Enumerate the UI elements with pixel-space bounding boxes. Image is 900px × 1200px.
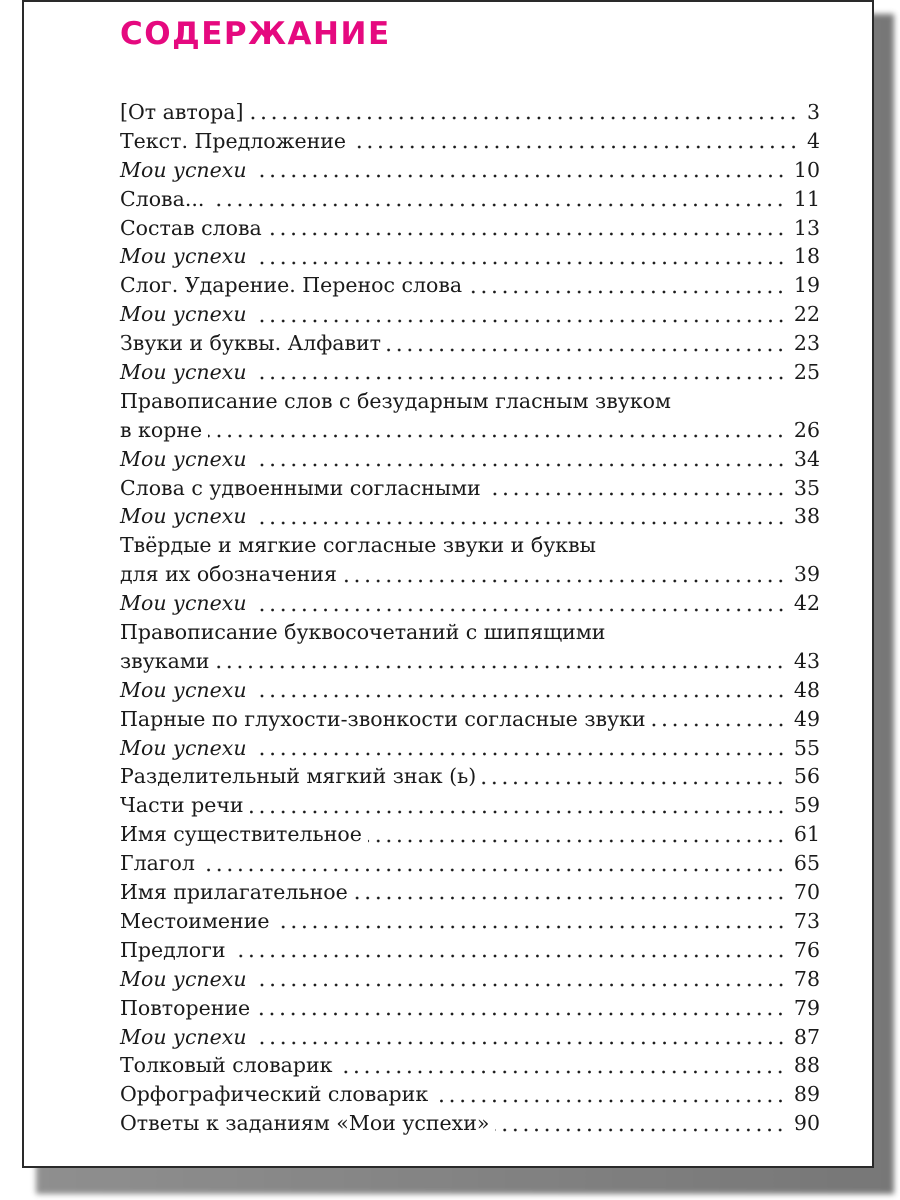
toc-entry-title: Мои успехи: [120, 360, 247, 385]
toc-entry-line: [120, 560, 820, 589]
toc-entry-title: Слова...: [120, 186, 205, 211]
dot-leader: [276, 925, 786, 929]
toc-entry-title: Местоимение: [120, 908, 270, 933]
toc-page-number: 65: [793, 851, 820, 876]
dot-leader: [253, 694, 786, 698]
dot-leader: [268, 232, 786, 236]
toc-entry-title: Мои успехи: [120, 157, 247, 182]
toc-entry-line: [120, 214, 820, 243]
dot-leader: [482, 781, 786, 785]
toc-entry-title: для их обозначения: [120, 562, 337, 587]
toc-entry-line: [120, 300, 820, 329]
dot-leader: [468, 290, 786, 294]
toc-entry-line: [120, 1023, 820, 1052]
toc-entry[interactable]: [120, 762, 820, 791]
toc-entry-line: [120, 936, 820, 965]
dot-leader: [253, 608, 786, 612]
toc-entry-line: [120, 820, 820, 849]
toc-entry[interactable]: [120, 705, 820, 734]
toc-entry-title: Звуки и буквы. Алфавит: [120, 331, 382, 356]
toc-entry[interactable]: [120, 589, 820, 618]
toc-entry[interactable]: [120, 474, 820, 503]
toc-entry-title: Мои успехи: [120, 244, 247, 269]
toc-page-number: 76: [793, 937, 820, 962]
toc-entry-line: [120, 1109, 820, 1138]
dot-leader: [495, 1128, 785, 1132]
toc-entry-line: [120, 156, 820, 185]
dot-leader: [210, 203, 786, 207]
toc-entry-line: [120, 589, 820, 618]
dot-leader: [352, 145, 799, 149]
dot-leader: [652, 723, 786, 727]
toc-entry-line: [120, 1080, 820, 1109]
toc-page-number: 38: [793, 504, 820, 529]
toc-entry[interactable]: [120, 734, 820, 763]
dot-leader: [253, 174, 786, 178]
toc-entry[interactable]: [120, 214, 820, 243]
toc-page-number: 13: [793, 215, 820, 240]
dot-leader: [487, 492, 786, 496]
toc-page-number: 23: [793, 331, 820, 356]
toc-entry[interactable]: [120, 878, 820, 907]
toc-entry[interactable]: [120, 98, 820, 127]
toc-entry[interactable]: [120, 271, 820, 300]
toc-entry[interactable]: [120, 1080, 820, 1109]
toc-entry[interactable]: [120, 849, 820, 878]
toc-entry[interactable]: [120, 502, 820, 531]
toc-entry-title: Состав слова: [120, 215, 262, 240]
toc-entry[interactable]: [120, 185, 820, 214]
toc-entry-title: Правописание слов с безударным гласным звуком: [120, 388, 671, 413]
toc-page-number: 34: [793, 446, 820, 471]
dot-leader: [338, 1070, 785, 1074]
dot-leader: [249, 116, 799, 120]
toc-entry[interactable]: [120, 1023, 820, 1052]
dot-leader: [343, 579, 786, 583]
toc-page-number: 79: [793, 995, 820, 1020]
toc-page-number: 73: [793, 908, 820, 933]
toc-entry-line: [120, 242, 820, 271]
dot-leader: [253, 752, 786, 756]
dot-leader: [250, 810, 786, 814]
toc-page-number: 26: [793, 417, 820, 442]
toc-page-number: 3: [806, 100, 820, 124]
toc-entry-title: в корне: [120, 417, 203, 442]
toc-page-number: 56: [793, 764, 820, 789]
toc-page-number: 49: [793, 706, 820, 731]
toc-entry-line: [120, 502, 820, 531]
toc-entry[interactable]: [120, 531, 820, 589]
toc-entry-title: Разделительный мягкий знак (ь): [120, 764, 477, 789]
toc-entry[interactable]: [120, 994, 820, 1023]
toc-entry-title: Повторение: [120, 995, 251, 1020]
toc-entry[interactable]: [120, 329, 820, 358]
toc-entry-title: Текст. Предложение: [120, 128, 347, 153]
toc-entry-title: звуками: [120, 648, 210, 673]
toc-entry-line: [120, 387, 820, 416]
toc-entry-title: Глагол: [120, 851, 195, 876]
toc-page-number: 35: [793, 475, 820, 500]
toc-entry-line: [120, 907, 820, 936]
document-page: [22, 0, 874, 1168]
toc-page-number: 25: [793, 360, 820, 385]
toc-page-number: 55: [793, 735, 820, 760]
toc-page-number: 42: [793, 591, 820, 616]
toc-entry-line: [120, 965, 820, 994]
toc-entry[interactable]: [120, 1051, 820, 1080]
toc-entry-line: [120, 329, 820, 358]
toc-page-number: 10: [793, 157, 820, 182]
toc-entry-title: Предлоги: [120, 937, 226, 962]
toc-entry[interactable]: [120, 936, 820, 965]
dot-leader: [201, 868, 786, 872]
toc-entry[interactable]: [120, 820, 820, 849]
toc-entry-title: Имя прилагательное: [120, 880, 348, 905]
toc-page-number: 43: [793, 648, 820, 673]
toc-entry[interactable]: [120, 676, 820, 705]
toc-entry-title: Ответы к заданиям «Мои успехи»: [120, 1111, 490, 1136]
toc-entry-title: [От автора]: [120, 100, 244, 124]
toc-page-number: 22: [793, 302, 820, 327]
toc-entry-line: [120, 445, 820, 474]
dot-leader: [387, 348, 786, 352]
toc-entry[interactable]: [120, 907, 820, 936]
dot-leader: [253, 463, 786, 467]
toc-entry-title: Слова с удвоенными согласными: [120, 475, 481, 500]
dot-leader: [354, 896, 786, 900]
dot-leader: [232, 954, 786, 958]
toc-entry-title: Мои успехи: [120, 302, 247, 327]
toc-entry-line: [120, 185, 820, 214]
toc-entry-line: [120, 878, 820, 907]
dot-leader: [253, 376, 786, 380]
toc-entry[interactable]: [120, 1109, 820, 1138]
toc-entry[interactable]: [120, 618, 820, 676]
toc-entry[interactable]: [120, 242, 820, 271]
dot-leader: [253, 983, 786, 987]
dot-leader: [434, 1099, 786, 1103]
toc-page-number: 19: [793, 273, 820, 298]
toc-entry[interactable]: [120, 300, 820, 329]
toc-entry-title: Мои успехи: [120, 446, 247, 471]
toc-page-number: 18: [793, 244, 820, 269]
dot-leader: [253, 521, 786, 525]
dot-leader: [256, 1012, 786, 1016]
toc-entry[interactable]: [120, 445, 820, 474]
toc-entry-line: [120, 791, 820, 820]
toc-entry[interactable]: [120, 791, 820, 820]
toc-entry-line: [120, 98, 820, 127]
toc-entry[interactable]: [120, 387, 820, 445]
toc-entry-title: Мои успехи: [120, 677, 247, 702]
toc-page-number: 4: [806, 128, 820, 153]
toc-entry[interactable]: [120, 127, 820, 156]
dot-leader: [368, 839, 786, 843]
toc-entry-line: [120, 416, 820, 445]
dot-leader: [253, 319, 786, 323]
toc-entry-title: Правописание буквосочетаний с шипящими: [120, 620, 606, 645]
dot-leader: [253, 1041, 786, 1045]
toc-entry-title: Слог. Ударение. Перенос слова: [120, 273, 463, 298]
toc-entry-title: Части речи: [120, 793, 244, 818]
toc-page-number: 61: [793, 822, 820, 847]
toc-entry-title: Толковый словарик: [120, 1053, 333, 1078]
toc-page-number: 70: [793, 880, 820, 905]
toc-page-number: 87: [793, 1024, 820, 1049]
toc-entry-title: Твёрдые и мягкие согласные звуки и буквы: [120, 533, 596, 558]
toc-page-number: 78: [793, 966, 820, 991]
table-of-contents: [120, 98, 820, 1138]
toc-page-number: 48: [793, 677, 820, 702]
toc-entry-title: Мои успехи: [120, 1024, 247, 1049]
toc-entry-title: Мои успехи: [120, 504, 247, 529]
dot-leader: [208, 434, 786, 438]
toc-entry-title: Парные по глухости-звонкости согласные звуки: [120, 706, 646, 731]
toc-entry-line: [120, 705, 820, 734]
toc-page-number: 11: [793, 186, 820, 211]
toc-entry-line: [120, 676, 820, 705]
toc-entry-line: [120, 474, 820, 503]
toc-entry-line: [120, 358, 820, 387]
toc-entry[interactable]: [120, 965, 820, 994]
toc-page-number: 59: [793, 793, 820, 818]
toc-entry-line: [120, 994, 820, 1023]
toc-entry-line: [120, 618, 820, 647]
toc-entry-line: [120, 127, 820, 156]
toc-entry-line: [120, 647, 820, 676]
toc-entry-title: Орфографический словарик: [120, 1082, 429, 1107]
toc-entry[interactable]: [120, 156, 820, 185]
toc-entry-title: Мои успехи: [120, 591, 247, 616]
toc-entry-title: Мои успехи: [120, 735, 247, 760]
toc-entry-line: [120, 531, 820, 560]
toc-page-number: 90: [793, 1111, 820, 1136]
toc-entry-line: [120, 762, 820, 791]
toc-entry-line: [120, 849, 820, 878]
dot-leader: [215, 665, 785, 669]
toc-page-number: 88: [793, 1053, 820, 1078]
toc-entry-line: [120, 734, 820, 763]
page-title: СОДЕРЖАНИЕ: [120, 16, 391, 52]
toc-entry-title: Мои успехи: [120, 966, 247, 991]
toc-entry-line: [120, 1051, 820, 1080]
toc-entry[interactable]: [120, 358, 820, 387]
toc-entry-line: [120, 271, 820, 300]
toc-page-number: 39: [793, 562, 820, 587]
toc-entry-title: Имя существительное: [120, 822, 362, 847]
dot-leader: [253, 261, 786, 265]
toc-page-number: 89: [793, 1082, 820, 1107]
